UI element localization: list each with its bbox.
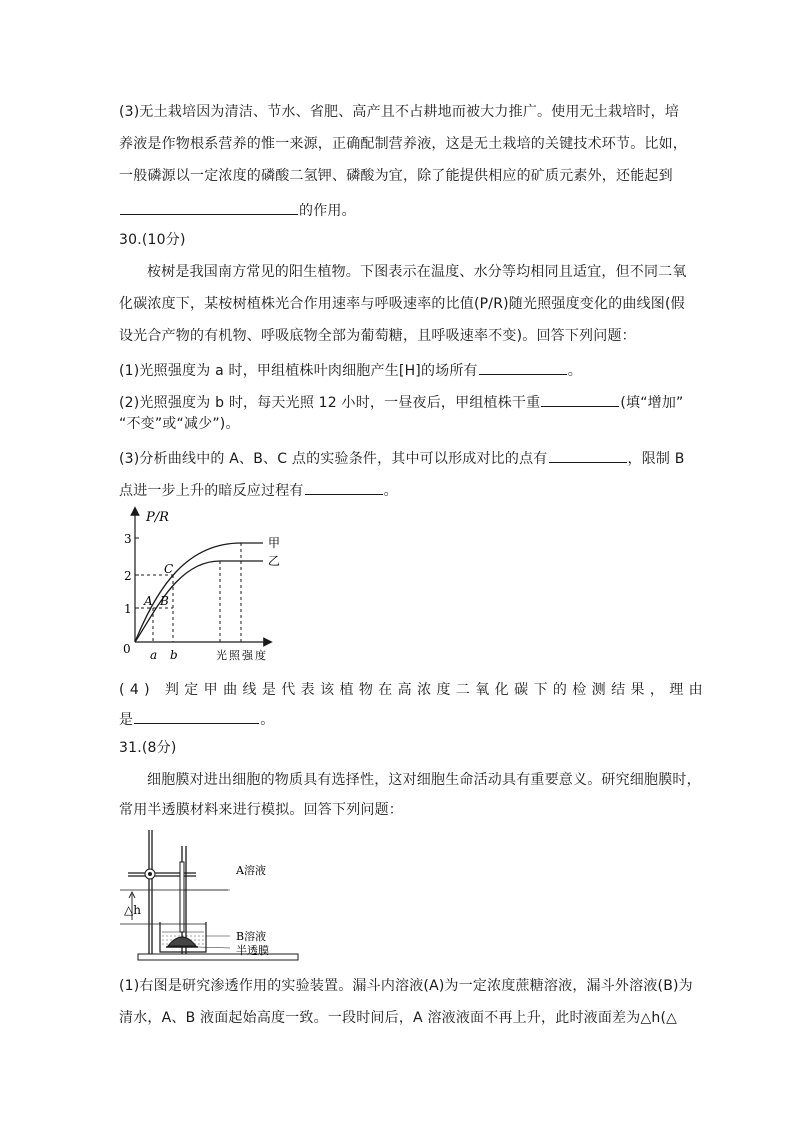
q30-3-prefix: (3)分析曲线中的 A、B、C 点的实验条件，其中可以形成对比的点有	[119, 451, 548, 467]
y-axis-label: P/R	[146, 510, 169, 525]
q29-3-line-2: 养液是作物根系营养的惟一来源，正确配制营养液，这是无土栽培的关键技术环节。比如，	[119, 136, 687, 152]
answer-blank[interactable]	[479, 358, 567, 375]
q30-4-line-2	[119, 707, 274, 730]
y-tick-label: 1	[124, 602, 132, 616]
funnel-bulb	[168, 937, 196, 946]
q31-1-line-1: (1)右图是研究渗透作用的实验装置。漏斗内溶液(A)为一定浓度蔗糖溶液，漏斗外溶液(B)为	[119, 978, 693, 994]
q29-3-line-1: (3)无土栽培因为清洁、节水、省肥、高产且不占耕地而被大力推广。使用无土栽培时，培	[119, 104, 680, 120]
point-b-label: B	[160, 594, 169, 608]
q30-2-prefix: (2)光照强度为 b 时，每天光照 12 小时，一昼夜后，甲组植株干重	[119, 395, 541, 411]
label-a-solution: A溶液	[236, 864, 266, 877]
q31-intro-1: 细胞膜对进出细胞的物质具有选择性，这对细胞生命活动具有重要意义。研究细胞膜时，	[147, 772, 701, 788]
q31-intro-2: 常用半透膜材料来进行模拟。回答下列问题：	[119, 802, 403, 818]
q29-3-suffix: 的作用。	[299, 203, 356, 219]
q30-2	[119, 390, 684, 413]
answer-blank[interactable]	[549, 446, 627, 463]
label-b-solution: B溶液	[236, 930, 267, 943]
q30-4-prefix: 是	[119, 712, 134, 728]
q30-4-suffix: 。	[260, 712, 275, 728]
delta-h-label: △h	[124, 903, 141, 917]
q30-1-suffix: 。	[567, 363, 582, 379]
y-tick-label: 3	[124, 532, 132, 546]
answer-blank[interactable]	[120, 198, 298, 215]
q30-3-line-2	[119, 478, 398, 501]
curve-jia	[135, 543, 263, 642]
series-label-yi: 乙	[268, 554, 281, 568]
q30-2-line-2: “不变”或“减少”)。	[119, 416, 240, 432]
q30-2-suffix: (填“增加”	[620, 395, 684, 411]
origin-label: 0	[123, 642, 131, 656]
q29-3-line-4	[119, 198, 356, 221]
answer-blank[interactable]	[541, 390, 619, 407]
q30-intro-2: 化碳浓度下，某桉树植株光合作用速率与呼吸速率的比值(P/R)随光照强度变化的曲线图(假	[119, 296, 685, 312]
x-tick-label: a	[150, 648, 158, 662]
funnel-tube	[180, 862, 184, 932]
q30-3-mid: ，限制 B	[627, 451, 685, 467]
q30-3-l2-suffix: 。	[383, 483, 398, 499]
series-label-jia: 甲	[268, 536, 281, 550]
q30-header: 30.(10分)	[119, 232, 186, 248]
q31-1-line-2: 清水，A、B 液面起始高度一致。一段时间后，A 溶液液面不再上升，此时液面差为△h(△	[119, 1010, 678, 1026]
point-c-label: C	[164, 562, 174, 576]
x-tick-label: b	[170, 648, 178, 662]
q31-header: 31.(8分)	[119, 740, 177, 756]
y-tick-label: 2	[124, 569, 132, 583]
osmosis-apparatus	[118, 828, 318, 963]
clamp-knob-center	[148, 872, 152, 876]
pr-graph	[118, 505, 298, 670]
answer-blank[interactable]	[134, 707, 259, 724]
q30-1	[119, 358, 582, 381]
point-a-label: A	[144, 594, 153, 608]
stand-base	[138, 954, 298, 960]
q30-3-l2-prefix: 点进一步上升的暗反应过程有	[119, 483, 304, 499]
label-membrane: 半透膜	[236, 944, 269, 957]
q30-intro-3: 设光合产物的有机物、呼吸底物全部为葡萄糖，且呼吸速率不变)。回答下列问题：	[119, 328, 636, 344]
q30-3	[119, 446, 685, 469]
q30-1-prefix: (1)光照强度为 a 时，甲组植株叶肉细胞产生[H]的场所有	[119, 363, 478, 379]
q30-intro-1: 桉树是我国南方常见的阳生植物。下图表示在温度、水分等均相同且适宜，但不同二氧	[147, 264, 687, 280]
q30-4-line-1: (4) 判定甲曲线是代表该植物在高浓度二氧化碳下的检测结果，理由	[119, 682, 709, 698]
leader-membrane	[198, 947, 230, 948]
x-axis-label: 光照强度	[216, 649, 268, 662]
answer-blank[interactable]	[305, 478, 383, 495]
q29-3-line-3: 一般磷源以一定浓度的磷酸二氢钾、磷酸为宜，除了能提供相应的矿质元素外，还能起到	[119, 168, 673, 184]
